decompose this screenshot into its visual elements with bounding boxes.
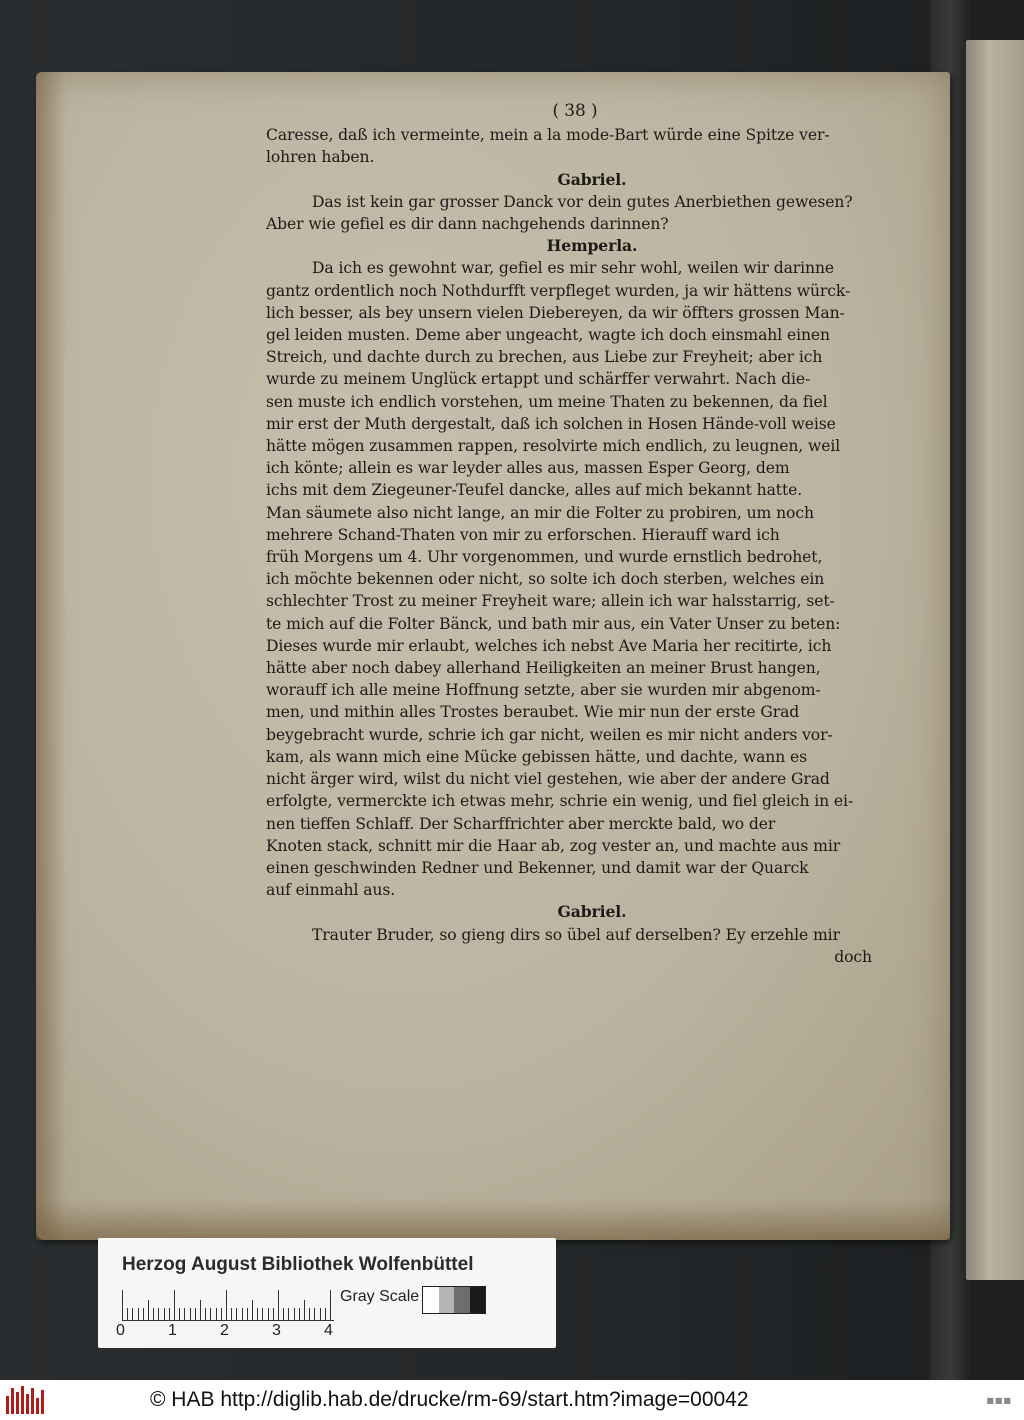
text-line: Das ist kein gar grosser Danck vor dein gutes Anerbiethen gewesen?	[312, 192, 853, 211]
logo-bar	[41, 1390, 44, 1414]
logo-bar	[21, 1386, 24, 1414]
text-line: auf einmahl aus.	[266, 881, 396, 900]
text-line: gantz ordentlich noch Nothdurfft verpfleget wurden, ja wir hättens würck-	[266, 281, 851, 300]
ruler-tick	[231, 1308, 232, 1320]
text-line: Caresse, daß ich vermeinte, mein a la mode-Bart würde eine Spitze ver-	[266, 126, 830, 145]
ruler-tick	[164, 1308, 165, 1320]
ruler-tick	[288, 1308, 289, 1320]
ruler-tick	[278, 1290, 279, 1320]
hab-logo-icon	[6, 1386, 46, 1414]
text-line: hätte aber noch dabey allerhand Heiligkeiten an meiner Brust hangen,	[266, 659, 821, 678]
text-line: ich möchte bekennen oder nicht, so solte ich doch sterben, welches ein	[266, 570, 825, 589]
text-lines	[266, 124, 878, 946]
ruler-tick	[226, 1290, 227, 1320]
speaker-name: Gabriel.	[557, 902, 627, 922]
ruler-card	[98, 1238, 556, 1348]
text-line: te mich auf die Folter Bänck, und bath mir aus, ein Vater Unser zu beten:	[266, 614, 841, 633]
ruler-tick	[210, 1308, 211, 1320]
text-line: erfolgte, vermerckte ich etwas mehr, schrie ein wenig, und fiel gleich in ei-	[266, 792, 854, 811]
text-line: Da ich es gewohnt war, gefiel es mir sehr wohl, weilen wir darinne	[312, 259, 835, 278]
ruler-tick	[127, 1308, 128, 1320]
gray-swatch	[439, 1287, 455, 1313]
ruler-tick	[143, 1308, 144, 1320]
page-stain-bottom	[36, 1200, 950, 1240]
logo-bar	[11, 1388, 14, 1414]
ruler-tick	[169, 1308, 170, 1320]
page-stain-left	[36, 72, 66, 1240]
ruler-tick	[158, 1308, 159, 1320]
text-line: Man säumete also nicht lange, an mir die Folter zu probiren, um noch	[266, 503, 814, 522]
text-line: Trauter Bruder, so gieng dirs so übel auf derselben? Ey erzehle mir	[312, 925, 840, 944]
ruler-tick	[138, 1308, 139, 1320]
ruler-number: 4	[324, 1322, 333, 1339]
ruler-number: 0	[116, 1322, 125, 1339]
text-line: hätte mögen zusammen rappen, resolvirte mich endlich, zu leugnen, weil	[266, 437, 841, 456]
text-line: beygebracht wurde, schrie ich gar nicht, weilen es mir nicht anders vor-	[266, 725, 833, 744]
text-line: wurde zu meinem Unglück ertappt und schärffer verwahrt. Nach die-	[266, 370, 811, 389]
library-name: Herzog August Bibliothek Wolfenbüttel	[122, 1254, 474, 1275]
text-line: worauff ich alle meine Hoffnung setzte, aber sie wurden mir abgenom-	[266, 681, 821, 700]
ruler-tick	[179, 1308, 180, 1320]
text-line: mir erst der Muth dergestalt, daß ich solchen in Hosen Hände-voll weise	[266, 414, 836, 433]
ruler-tick	[252, 1300, 253, 1320]
ruler-tick	[294, 1308, 295, 1320]
ruler-tick	[247, 1308, 248, 1320]
logo-bar	[26, 1394, 29, 1414]
text-line: nicht ärger wird, wilst du nicht viel gestehen, wie aber der andere Grad	[266, 770, 830, 789]
speaker-name: Hemperla.	[546, 236, 638, 256]
logo-bar	[36, 1398, 39, 1414]
ruler-tick	[257, 1308, 258, 1320]
ruler-tick	[236, 1308, 237, 1320]
ruler-tick	[314, 1308, 315, 1320]
text-line: kam, als wann mich eine Mücke gebissen hätte, und dachte, wann es	[266, 747, 808, 766]
ruler-tick	[190, 1308, 191, 1320]
text-line: ich könte; allein es war leyder alles aus, massen Esper Georg, dem	[266, 459, 790, 478]
logo-bar	[6, 1396, 9, 1414]
text-line: Dieses wurde mir erlaubt, welches ich nebst Ave Maria her recitirte, ich	[266, 636, 832, 655]
copyright-url[interactable]: © HAB http://diglib.hab.de/drucke/rm-69/start.htm?image=00042	[150, 1388, 749, 1411]
ruler-tick	[122, 1290, 123, 1320]
logo-bar	[31, 1388, 34, 1414]
ruler-tick	[132, 1308, 133, 1320]
text-line: lohren haben.	[266, 148, 375, 167]
text-line: gel leiden musten. Deme aber ungeacht, wagte ich doch einsmahl einen	[266, 326, 830, 345]
ruler-tick	[268, 1308, 269, 1320]
text-line: nen tieffen Schlaff. Der Scharffrichter aber merckte bald, wo der	[266, 814, 776, 833]
ruler-tick	[262, 1308, 263, 1320]
gray-swatch	[470, 1287, 486, 1313]
ruler-tick	[309, 1308, 310, 1320]
gray-scale-label: Gray Scale	[340, 1288, 420, 1305]
ruler-tick	[195, 1308, 196, 1320]
ruler-tick	[205, 1308, 206, 1320]
catchword: doch	[834, 947, 872, 966]
adjacent-page-edge	[966, 40, 1024, 1280]
ruler-tick	[273, 1308, 274, 1320]
more-dots-icon: ■■■	[986, 1396, 1012, 1405]
text-line: sen muste ich endlich vorstehen, um meine Thaten zu bekennen, da fiel	[266, 392, 828, 411]
ruler-number: 1	[168, 1322, 177, 1339]
text-line: lich besser, als bey unsern vielen Diebereyen, da wir öffters grossen Man-	[266, 303, 845, 322]
ruler-tick	[320, 1308, 321, 1320]
ruler-tick	[299, 1308, 300, 1320]
ruler-tick	[221, 1308, 222, 1320]
ruler-tick	[216, 1308, 217, 1320]
text-line: mehrere Schand-Thaten von mir zu erforschen. Hierauff ward ich	[266, 525, 780, 544]
ruler-numbers	[116, 1322, 346, 1342]
page-text	[266, 100, 878, 968]
centimeter-ruler	[122, 1290, 334, 1321]
ruler-tick	[330, 1290, 331, 1320]
ruler-tick	[148, 1300, 149, 1320]
ruler-number: 2	[220, 1322, 229, 1339]
ruler-tick	[153, 1308, 154, 1320]
gray-swatch	[454, 1287, 470, 1313]
text-line: Aber wie gefiel es dir dann nachgehends darinnen?	[266, 215, 669, 234]
text-line: einen geschwinden Redner und Bekenner, und damit war der Quarck	[266, 858, 809, 877]
text-line: Streich, und dachte durch zu brechen, aus Liebe zur Freyheit; aber ich	[266, 348, 823, 367]
ruler-tick	[174, 1290, 175, 1320]
ruler-tick	[283, 1308, 284, 1320]
text-line: schlechter Trost zu meiner Freyheit ware; allein ich war halsstarrig, set-	[266, 592, 835, 611]
ruler-tick	[242, 1308, 243, 1320]
ruler-tick	[184, 1308, 185, 1320]
ruler-number: 3	[272, 1322, 281, 1339]
logo-bar	[16, 1392, 19, 1414]
footer-bar	[0, 1380, 1024, 1420]
gray-scale-swatches	[422, 1286, 486, 1314]
ruler-tick	[200, 1300, 201, 1320]
text-line: Knoten stack, schnitt mir die Haar ab, zog vester an, und machte aus mir	[266, 836, 841, 855]
text-line: früh Morgens um 4. Uhr vorgenommen, und wurde ernstlich bedrohet,	[266, 548, 823, 567]
ruler-tick	[304, 1300, 305, 1320]
gray-swatch	[423, 1287, 439, 1313]
ruler-tick	[325, 1308, 326, 1320]
speaker-name: Gabriel.	[557, 169, 627, 189]
text-line: ichs mit dem Ziegeuner-Teufel dancke, alles auf mich bekannt hatte.	[266, 481, 803, 500]
page-number: ( 38 )	[552, 101, 598, 121]
text-line: men, und mithin alles Trostes beraubet. Wie mir nun der erste Grad	[266, 703, 800, 722]
